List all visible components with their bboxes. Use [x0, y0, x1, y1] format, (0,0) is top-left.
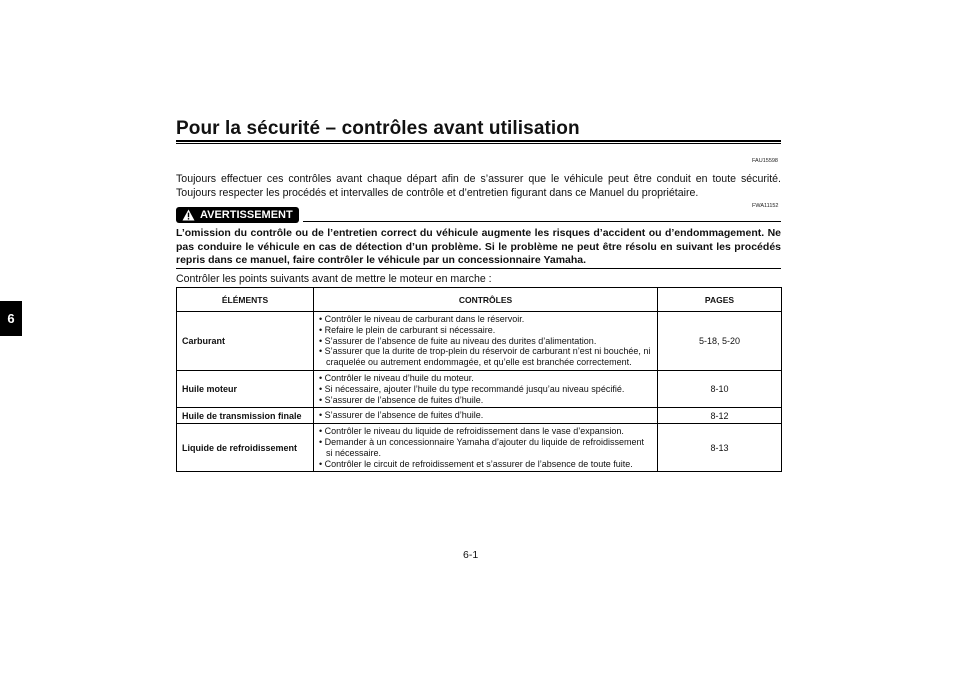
checks-table — [176, 287, 782, 472]
row-controls — [314, 408, 658, 424]
page-title: Pour la sécurité – contrôles avant utilisation — [176, 118, 580, 139]
row-element: Huile de transmission finale — [177, 408, 314, 424]
row-pages: 8-10 — [658, 370, 782, 407]
reference-code: FAU15598 — [752, 158, 778, 164]
control-item: • Demander à un concessionnaire Yamaha d’ajouter du liquide de refroidissement si nécessaire. — [319, 436, 645, 458]
table-row — [177, 312, 782, 371]
title-rule-thin — [176, 143, 781, 144]
warning-code: FWA11152 — [752, 203, 779, 209]
warning-triangle-icon — [182, 209, 195, 221]
header-elements: ÉLÉMENTS — [177, 288, 314, 312]
intro-paragraph: Toujours effectuer ces contrôles avant chaque départ afin de s’assurer que le véhicule peut être conduit en toute sécurité. Toujours respecter les procédés et intervalles de contrôle et d’entretien figurant dans ce Manuel du propriétaire. — [176, 173, 781, 199]
control-item: • S’assurer que la durite de trop-plein du réservoir de carburant n’est ni bouchée, ni craquelée ou autrement endommagée, et qu’elle est branchée correctement. — [319, 346, 651, 368]
row-controls — [314, 370, 658, 407]
warning-badge — [176, 207, 299, 223]
row-element: Huile moteur — [177, 370, 314, 407]
table-row — [177, 408, 782, 424]
chapter-tab: 6 — [0, 301, 22, 336]
table-row — [177, 370, 782, 407]
warning-rule-bottom — [176, 268, 781, 269]
row-controls — [314, 312, 658, 371]
warning-label: AVERTISSEMENT — [200, 209, 293, 221]
control-item: • Refaire le plein de carburant si nécessaire. — [319, 324, 496, 335]
header-pages: PAGES — [658, 288, 782, 312]
row-pages: 8-12 — [658, 408, 782, 424]
row-controls — [314, 424, 658, 472]
page-number: 6-1 — [463, 549, 479, 561]
control-item: • Contrôler le niveau d’huile du moteur. — [319, 372, 474, 383]
control-item: • Contrôler le niveau du liquide de refroidissement dans le vase d’expansion. — [319, 426, 624, 437]
table-row — [177, 424, 782, 472]
row-element: Liquide de refroidissement — [177, 424, 314, 472]
row-pages: 8-13 — [658, 424, 782, 472]
table-header-row — [177, 288, 782, 312]
lead-text: Contrôler les points suivants avant de mettre le moteur en marche : — [176, 273, 492, 285]
header-controls: CONTRÔLES — [314, 288, 658, 312]
control-item: • S’assurer de l’absence de fuites d’huile. — [319, 394, 484, 405]
row-element: Carburant — [177, 312, 314, 371]
row-pages: 5-18, 5-20 — [658, 312, 782, 371]
warning-rule — [303, 221, 781, 222]
control-item: • Contrôler le niveau de carburant dans le réservoir. — [319, 314, 525, 324]
control-item: • Contrôler le circuit de refroidissement et s’assurer de l’absence de toute fuite. — [319, 458, 633, 469]
control-item: • S’assurer de l’absence de fuite au niveau des durites d’alimentation. — [319, 335, 597, 346]
control-item: • S’assurer de l’absence de fuites d’huile. — [319, 410, 484, 421]
warning-text: L’omission du contrôle ou de l’entretien correct du véhicule augmente les risques d’accident ou d’endommagement. Ne pas conduire le véhicule en cas de détection d’un problème. Si le problème ne peut être résolu en suivant les procédés repris dans ce manuel, faire contrôler le véhicule par un concessionnaire Yamaha. — [176, 227, 781, 267]
control-item: • Si nécessaire, ajouter l’huile du type recommandé jusqu’au niveau spécifié. — [319, 383, 625, 394]
title-rule — [176, 140, 781, 142]
